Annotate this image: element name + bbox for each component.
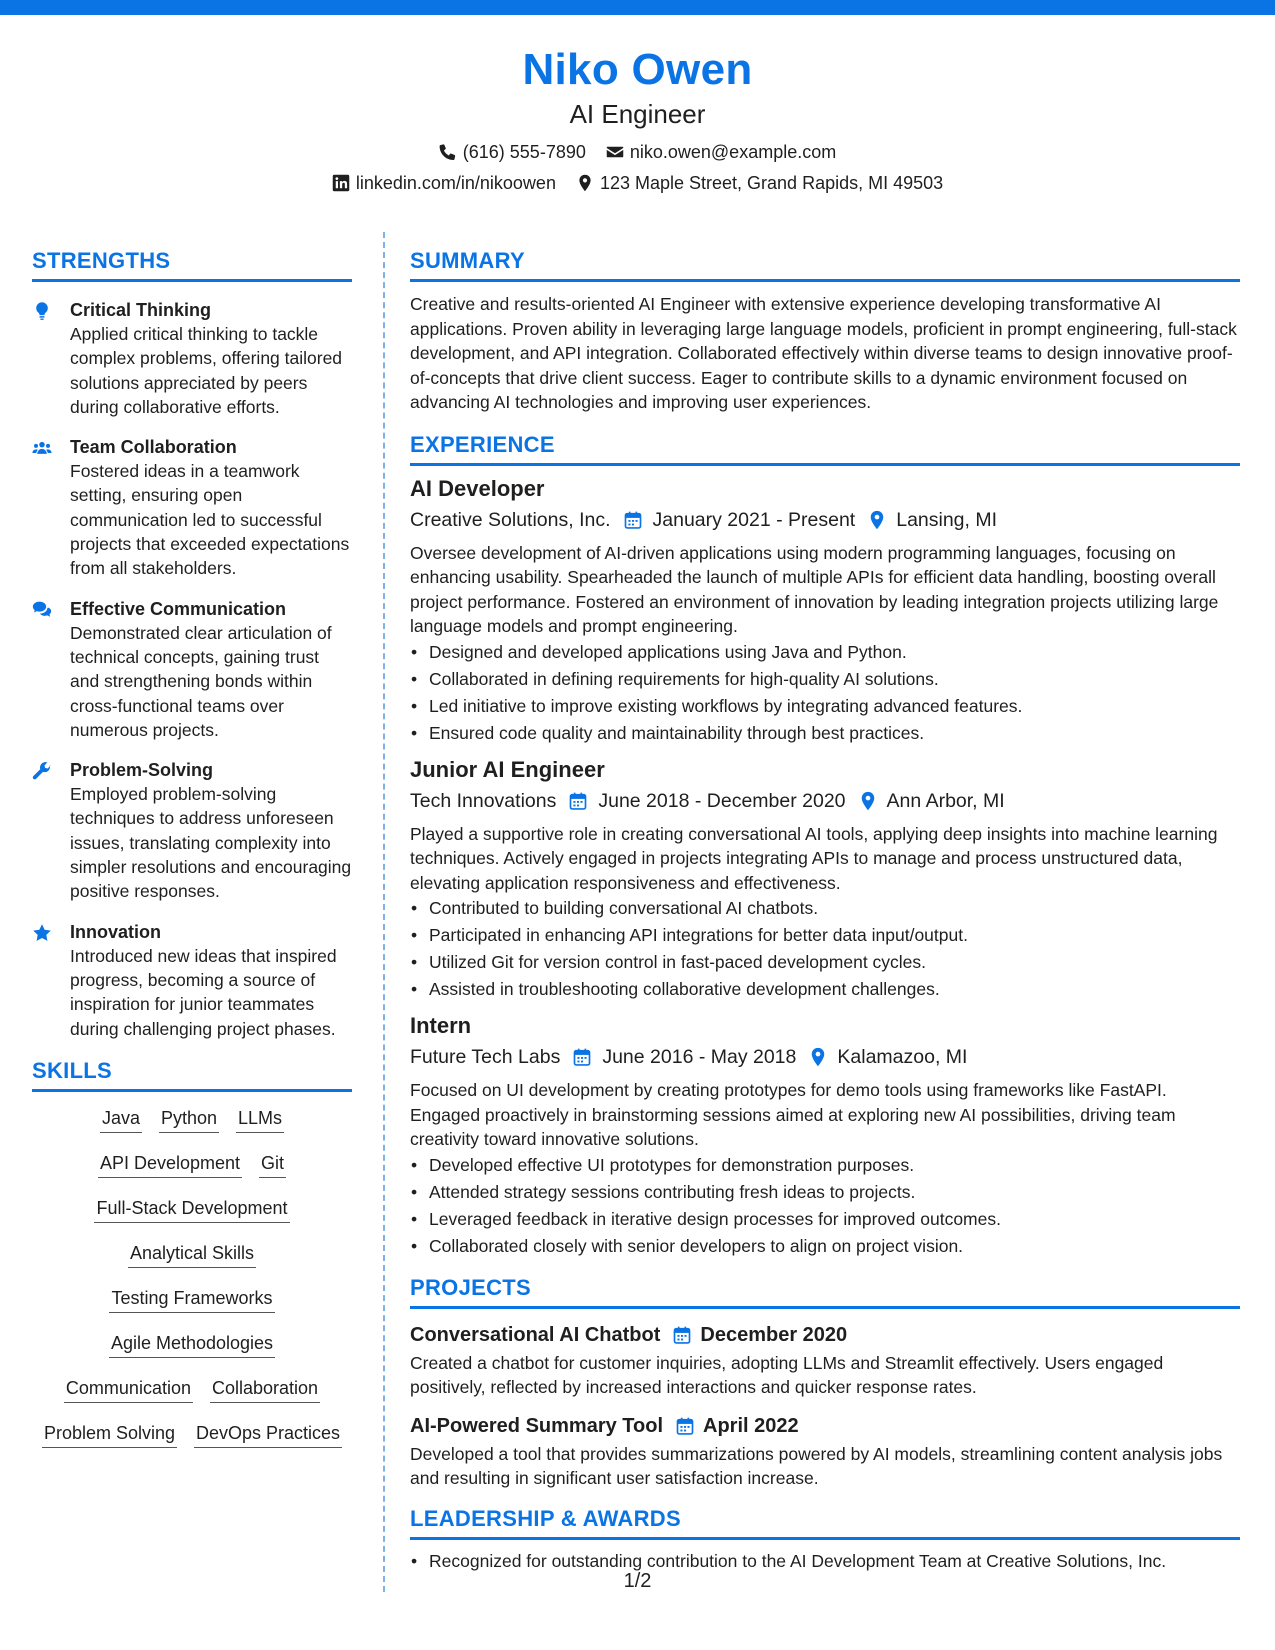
project-description: Created a chatbot for customer inquiries, adopting LLMs and Streamlit effectively. Users engaged positively, reflected by increased interactions and quicker response rates.	[410, 1352, 1164, 1397]
project-header	[410, 1321, 1240, 1349]
project-entry	[410, 1321, 1240, 1400]
linkedin-contact	[332, 171, 556, 195]
right-column	[410, 247, 1240, 1575]
skills-list	[32, 1106, 352, 1448]
list-item: • Participated in enhancing API integrations for better data input/output.	[410, 922, 1240, 949]
job-meta	[410, 1043, 1240, 1071]
project-entry	[410, 1412, 1240, 1491]
calendar-icon	[672, 1325, 692, 1345]
strength-desc: Employed problem-solving techniques to address unforeseen issues, translating complexity into simpler resolutions and encouraging positive responses.	[70, 784, 352, 902]
phone-contact	[439, 140, 586, 164]
job-bullets	[410, 895, 1240, 1003]
projects-heading: PROJECTS	[410, 1274, 1240, 1309]
page-number: 1/2	[623, 1570, 652, 1592]
calendar-icon	[675, 1416, 695, 1436]
list-item: • Led initiative to improve existing workflows by integrating advanced features.	[410, 693, 1240, 720]
list-item: • Leveraged feedback in iterative design processes for improved outcomes.	[410, 1206, 1240, 1233]
project-date: December 2020	[700, 1323, 848, 1346]
strength-desc: Fostered ideas in a teamwork setting, ensuring open communication led to successful projects that exceeded expectations from all stakeholders.	[70, 461, 350, 579]
strength-title: Innovation	[70, 921, 161, 942]
email-text[interactable]: niko.owen@example.com	[629, 142, 837, 162]
skill-row	[32, 1241, 352, 1268]
skill-row	[32, 1421, 352, 1448]
job-location: Lansing, MI	[896, 508, 998, 531]
job-dates: January 2021 - Present	[652, 508, 856, 531]
summary-text: Creative and results-oriented AI Engineer with extensive experience developing transformative AI applications. Proven ability in leveraging large language models, proficient in prompt engineering, full-stack development, and API integration. Collaborated effectively within diverse teams to design innovative proof-of-concepts that drive client success. Eager to contribute skills to a dynamic environment focused on advancing AI technologies and improving user experiences.	[410, 294, 1237, 412]
company-name: Tech Innovations	[410, 789, 557, 812]
candidate-title: AI Engineer	[569, 99, 706, 129]
job-dates: June 2018 - December 2020	[598, 789, 846, 812]
project-title: AI-Powered Summary Tool	[410, 1414, 664, 1437]
phone-text[interactable]: (616) 555-7890	[462, 142, 586, 162]
list-item: • Recognized for outstanding contribution to the AI Development Team at Creative Solutions, Inc.	[410, 1548, 1240, 1575]
strength-title: Team Collaboration	[70, 437, 237, 458]
chat-bubbles-icon	[32, 597, 70, 742]
strength-title: Effective Communication	[70, 598, 287, 619]
calendar-icon	[568, 791, 588, 811]
list-item: • Utilized Git for version control in fast-paced development cycles.	[410, 949, 1240, 976]
left-column	[32, 247, 352, 1466]
list-item: • Collaborated in defining requirements for high-quality AI solutions.	[410, 666, 1240, 693]
job-entry	[410, 474, 1240, 747]
skill-tag: LLMs	[236, 1106, 284, 1133]
job-description: Oversee development of AI-driven applications using modern programming languages, focusing on enhancing usability. Spearheaded the launch of multiple APIs for efficient data handling, boosting overall project performance. Fostered an environment of innovation by leading integration projects utilizing large language models and prompt engineering.	[410, 542, 1219, 636]
address-text: 123 Maple Street, Grand Rapids, MI 49503	[599, 173, 944, 193]
skill-tag: Analytical Skills	[128, 1241, 256, 1268]
resume-header	[0, 44, 1275, 195]
lightbulb-icon	[32, 298, 70, 419]
star-icon	[32, 920, 70, 1041]
skill-tag: Testing Frameworks	[109, 1286, 274, 1313]
strength-title: Problem-Solving	[70, 760, 214, 781]
job-bullets	[410, 1152, 1240, 1260]
strength-item	[32, 597, 352, 742]
skill-tag: Git	[259, 1151, 286, 1178]
job-title: Junior AI Engineer	[410, 756, 605, 782]
job-title: Intern	[410, 1013, 472, 1038]
job-description: Played a supportive role in creating conversational AI tools, applying deep insights into machine learning techniques. Actively engaged in projects integrating APIs to manage and process unstructured data, elevating application responsiveness and effectiveness.	[410, 823, 1218, 893]
skill-tag: Communication	[64, 1376, 193, 1403]
skill-tag: Full-Stack Development	[94, 1196, 289, 1223]
strength-item	[32, 758, 352, 903]
top-accent-bar	[0, 0, 1275, 15]
strengths-list	[32, 298, 352, 1041]
skill-row	[32, 1106, 352, 1133]
linkedin-text[interactable]: linkedin.com/in/nikoowen	[355, 173, 556, 193]
contact-row-1	[0, 140, 1275, 164]
wrench-icon	[32, 758, 70, 903]
phone-icon	[439, 143, 457, 161]
strengths-heading: STRENGTHS	[32, 247, 352, 282]
summary-heading: SUMMARY	[410, 247, 1240, 282]
skills-heading: SKILLS	[32, 1057, 352, 1092]
contact-row-2	[0, 171, 1275, 195]
project-date: April 2022	[703, 1414, 799, 1437]
skill-row	[32, 1331, 352, 1358]
skill-row	[32, 1376, 352, 1403]
candidate-name: Niko Owen	[522, 45, 753, 94]
job-title: AI Developer	[410, 475, 545, 501]
job-entry	[410, 755, 1240, 1004]
skill-tag: Collaboration	[210, 1376, 320, 1403]
job-entry	[410, 1011, 1240, 1260]
skill-tag: DevOps Practices	[194, 1421, 342, 1448]
project-header	[410, 1412, 1240, 1440]
list-item: • Contributed to building conversational AI chatbots.	[410, 895, 1240, 922]
strength-item	[32, 920, 352, 1041]
skill-tag: Java	[100, 1106, 142, 1133]
experience-heading: EXPERIENCE	[410, 431, 1240, 466]
address-contact	[576, 171, 943, 195]
list-item: • Assisted in troubleshooting collaborative development challenges.	[410, 976, 1240, 1003]
job-bullets	[410, 639, 1240, 747]
strength-desc: Applied critical thinking to tackle complex problems, offering tailored solutions appreciated by peers during collaborative efforts.	[70, 324, 343, 417]
map-pin-icon	[867, 510, 887, 530]
strength-desc: Demonstrated clear articulation of technical concepts, gaining trust and strengthening bonds within cross-functional teams over numerous projects.	[70, 622, 332, 740]
skill-row	[32, 1151, 352, 1178]
job-meta	[410, 506, 1240, 534]
strength-item	[32, 435, 352, 580]
column-divider	[383, 232, 385, 1592]
skill-tag: API Development	[98, 1151, 242, 1178]
company-name: Future Tech Labs	[410, 1046, 561, 1068]
project-description: Developed a tool that provides summarizations powered by AI models, streamlining content analysis jobs and resulting in significant user satisfaction increase.	[410, 1443, 1223, 1488]
skill-tag: Problem Solving	[42, 1421, 177, 1448]
skill-tag: Agile Methodologies	[109, 1331, 275, 1358]
email-contact	[606, 140, 836, 164]
envelope-icon	[606, 143, 624, 161]
map-pin-icon	[858, 791, 878, 811]
team-icon	[32, 435, 70, 580]
job-location: Ann Arbor, MI	[886, 789, 1005, 812]
strength-item	[32, 298, 352, 419]
project-title: Conversational AI Chatbot	[410, 1323, 661, 1346]
list-item: • Attended strategy sessions contributing fresh ideas to projects.	[410, 1179, 1240, 1206]
map-pin-icon	[808, 1047, 828, 1067]
skill-tag: Python	[159, 1106, 219, 1133]
job-meta	[410, 787, 1240, 815]
company-name: Creative Solutions, Inc.	[410, 508, 611, 531]
job-description: Focused on UI development by creating prototypes for demo tools using frameworks like FastAPI. Engaged proactively in brainstorming sessions aimed at exploring new AI possibilities, driving team creativity toward innovative solutions.	[410, 1080, 1176, 1149]
calendar-icon	[623, 510, 643, 530]
job-dates: June 2016 - May 2018	[602, 1046, 797, 1068]
calendar-icon	[572, 1047, 592, 1067]
strength-title: Critical Thinking	[70, 300, 212, 320]
list-item: • Ensured code quality and maintainability through best practices.	[410, 720, 1240, 747]
awards-heading: LEADERSHIP & AWARDS	[410, 1505, 1240, 1540]
strength-desc: Introduced new ideas that inspired progress, becoming a source of inspiration for junior teammates during challenging project phases.	[70, 945, 337, 1039]
list-item: • Designed and developed applications using Java and Python.	[410, 639, 1240, 666]
linkedin-icon	[332, 174, 350, 192]
job-location: Kalamazoo, MI	[837, 1046, 968, 1068]
list-item: • Collaborated closely with senior developers to align on project vision.	[410, 1233, 1240, 1260]
list-item: • Developed effective UI prototypes for demonstration purposes.	[410, 1152, 1240, 1179]
skill-row	[32, 1286, 352, 1313]
skill-row	[32, 1196, 352, 1223]
map-pin-icon	[576, 174, 594, 192]
